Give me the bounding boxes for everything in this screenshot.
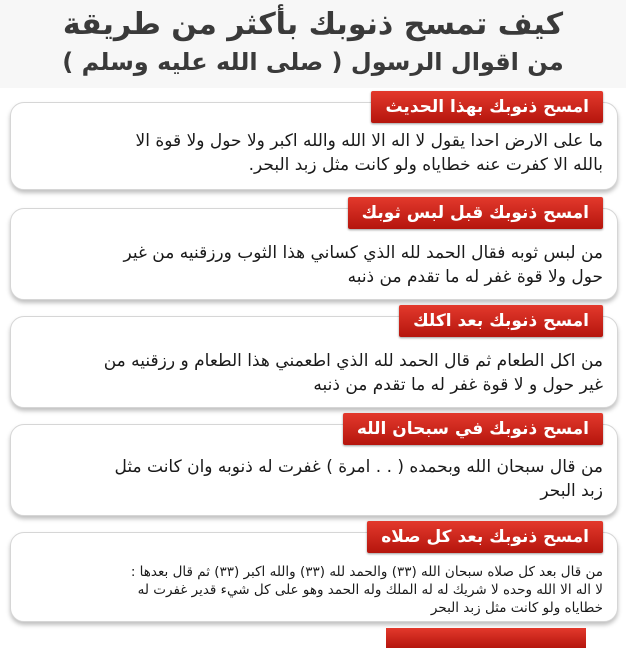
card-text xyxy=(23,455,603,503)
card-text-line: خطاياه ولو كانت مثل زبد البحر xyxy=(430,600,603,616)
page-title: كيف تمسح ذنوبك بأكثر من طريقة xyxy=(62,7,564,42)
card-text xyxy=(23,563,603,617)
card-tag: امسح ذنوبك في سبحان الله xyxy=(343,413,603,445)
hadith-card xyxy=(10,97,618,190)
card-text-line: زبد البحر xyxy=(540,481,603,501)
page-subtitle: من اقوال الرسول ( صلى الله عليه وسلم ) xyxy=(62,48,564,76)
card-tag: امسح ذنوبك بهذا الحديث xyxy=(371,91,603,123)
card-text xyxy=(23,129,603,177)
card-tag: امسح ذنوبك قبل لبس ثوبك xyxy=(348,197,603,229)
card-text-line: غير حول و لا قوة غفر له ما تقدم من ذنبه xyxy=(313,375,603,395)
card-text-line: من اكل الطعام ثم قال الحمد لله الذي اطعمني هذا الطعام و رزقنيه من xyxy=(103,351,603,371)
hadith-card xyxy=(10,419,618,516)
hadith-card xyxy=(10,203,618,300)
hadith-card xyxy=(10,527,618,622)
card-text xyxy=(23,349,603,397)
card-text-line: لا اله الا الله وحده لا شريك له له الملك وله الحمد وهو على كل شيء قدير غفرت له xyxy=(137,582,603,598)
card-text-line: بالله الا كفرت عنه خطاياه ولو كانت مثل زبد البحر. xyxy=(248,155,603,175)
card-text-line: من لبس ثوبه فقال الحمد لله الذي كساني هذا الثوب ورزقنيه من غير xyxy=(123,243,603,263)
next-card-tag xyxy=(386,628,586,648)
card-text-line: حول ولا قوة غفر له ما تقدم من ذنبه xyxy=(347,267,603,287)
card-text-line: ما على الارض احدا يقول لا اله الا الله والله اكبر ولا حول ولا قوة الا xyxy=(135,131,603,151)
header xyxy=(0,0,626,88)
card-text-line: من قال بعد كل صلاه سبحان الله (٣٣) والحمد لله (٣٣) والله اكبر (٣٣) ثم قال بعدها : xyxy=(130,564,603,580)
hadith-card xyxy=(10,311,618,408)
card-tag: امسح ذنوبك بعد اكلك xyxy=(399,305,603,337)
card-text xyxy=(23,241,603,289)
card-text-line: من قال سبحان الله وبحمده ( . . امرة ) غفرت له ذنوبه وان كانت مثل xyxy=(114,457,603,477)
card-tag: امسح ذنوبك بعد كل صلاه xyxy=(367,521,603,553)
